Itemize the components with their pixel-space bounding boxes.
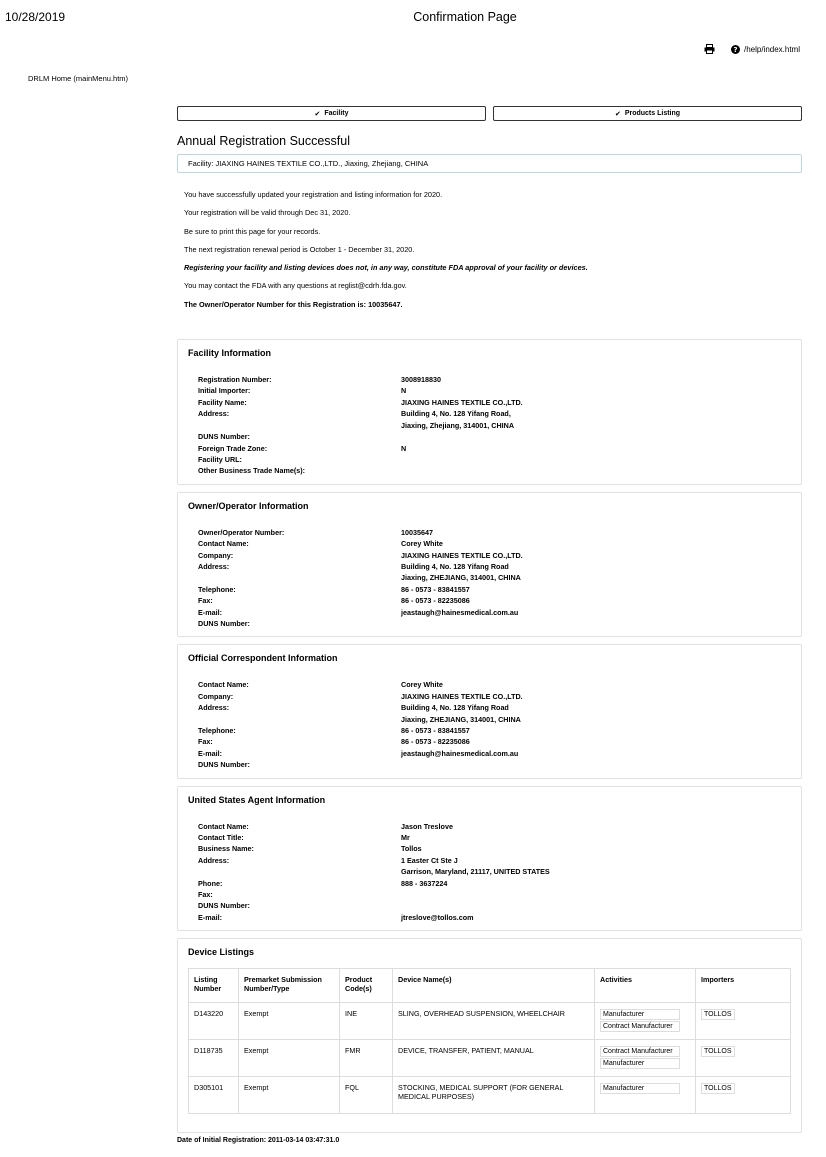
device-name-cell: SLING, OVERHEAD SUSPENSION, WHEELCHAIR (393, 1003, 595, 1040)
info-value-line: Building 4, No. 128 Yifang Road, (401, 409, 511, 419)
info-row (198, 691, 791, 702)
info-row (198, 584, 791, 595)
tab-facility-label: Facility (324, 110, 349, 117)
importer-chip: TOLLOS (701, 1083, 735, 1094)
product-code-cell: INE (340, 1003, 393, 1040)
col-device-name: Device Name(s) (393, 969, 595, 1003)
info-value (401, 679, 791, 690)
info-value (401, 397, 791, 408)
info-value (401, 584, 791, 595)
print-icon[interactable] (704, 44, 715, 54)
info-value-line: Corey White (401, 680, 443, 690)
info-label: DUNS Number: (198, 760, 250, 770)
info-label: Registration Number: (198, 375, 272, 385)
info-label: Other Business Trade Name(s): (198, 466, 306, 476)
listing-number-cell: D118735 (189, 1040, 239, 1077)
info-value-line: Tollos (401, 844, 422, 854)
info-value-line: jeastaugh@hainesmedical.com.au (401, 748, 519, 758)
activities-cell (595, 1003, 696, 1040)
info-value (401, 832, 791, 843)
product-code-cell: FQL (340, 1077, 393, 1114)
info-value (401, 691, 791, 702)
us-agent-info-list (188, 821, 791, 924)
info-row (198, 702, 791, 725)
info-row (198, 878, 791, 889)
info-label: DUNS Number: (198, 432, 250, 442)
info-label: Contact Name: (198, 821, 249, 831)
info-value (401, 431, 791, 442)
product-code-cell: FMR (340, 1040, 393, 1077)
message-valid-through: Your registration will be valid through Dec 31, 2020. (184, 208, 351, 218)
us-agent-info-panel (177, 786, 802, 932)
device-listings-panel (177, 938, 802, 1133)
initial-registration-date: Date of Initial Registration: 2011-03-14 03:47:31.0 (177, 1137, 340, 1144)
info-value-line: JIAXING HAINES TEXTILE CO.,LTD. (401, 550, 523, 560)
device-listings-table (188, 968, 791, 1114)
info-row (198, 736, 791, 747)
importers-cell (696, 1040, 791, 1077)
info-label: Contact Title: (198, 833, 244, 843)
panel-title: Device Listings (188, 947, 255, 958)
info-row (198, 561, 791, 584)
info-row (198, 607, 791, 618)
info-value (401, 595, 791, 606)
help-link[interactable]: /help/index.html (743, 44, 800, 54)
info-value-line: JIAXING HAINES TEXTILE CO.,LTD. (401, 691, 523, 701)
info-row (198, 408, 791, 431)
activity-chip: Contract Manufacturer (600, 1021, 680, 1032)
info-value (401, 912, 791, 923)
col-product-code: Product Code(s) (340, 969, 393, 1003)
info-row (198, 538, 791, 549)
check-icon: ✔ (314, 110, 321, 118)
info-value (401, 702, 791, 725)
info-row (198, 465, 791, 476)
info-value-line: Building 4, No. 128 Yifang Road (401, 561, 509, 571)
info-value-line: Jiaxing, ZHEJIANG, 314001, CHINA (401, 714, 521, 724)
info-value-line: 10035647 (401, 527, 433, 537)
info-value (401, 527, 791, 538)
info-value-line: jtreslove@tollos.com (401, 912, 474, 922)
info-row (198, 397, 791, 408)
info-value (401, 843, 791, 854)
info-label: Company: (198, 550, 234, 560)
info-label: Owner/Operator Number: (198, 527, 285, 537)
info-value-line: JIAXING HAINES TEXTILE CO.,LTD. (401, 397, 523, 407)
facility-info-panel (177, 339, 802, 485)
info-label: Business Name: (198, 844, 254, 854)
info-value-line: N (401, 386, 407, 396)
activities-cell (595, 1077, 696, 1114)
info-row (198, 374, 791, 385)
info-row (198, 618, 791, 629)
check-icon: ✔ (614, 110, 621, 118)
activity-chip: Contract Manufacturer (600, 1046, 680, 1057)
activity-chip: Manufacturer (600, 1009, 680, 1020)
info-value-line: Jiaxing, Zhejiang, 314001, CHINA (401, 420, 515, 430)
info-value (401, 736, 791, 747)
tab-facility[interactable] (177, 106, 486, 121)
info-row (198, 725, 791, 736)
table-header-row (189, 969, 791, 1003)
tab-bar (177, 106, 802, 121)
info-label: Address: (198, 409, 230, 419)
info-value-line: 86 - 0573 - 83841557 (401, 726, 470, 736)
message-owner-operator: The Owner/Operator Number for this Registration is: 10035647. (184, 299, 403, 309)
svg-text:?: ? (733, 45, 738, 54)
info-value (401, 725, 791, 736)
owner-info-panel (177, 492, 802, 638)
info-row (198, 385, 791, 396)
table-row (189, 1040, 791, 1077)
info-row (198, 748, 791, 759)
premarket-cell: Exempt (239, 1040, 340, 1077)
info-value (401, 465, 791, 476)
info-row (198, 443, 791, 454)
info-label: Telephone: (198, 584, 236, 594)
premarket-cell: Exempt (239, 1077, 340, 1114)
info-value (401, 900, 791, 911)
importers-cell (696, 1077, 791, 1114)
correspondent-info-list (188, 679, 791, 770)
facility-info-list (188, 374, 791, 477)
tab-products-listing-label: Products Listing (624, 110, 681, 117)
info-value-line: jeastaugh@hainesmedical.com.au (401, 607, 519, 617)
info-value (401, 618, 791, 629)
importer-chip: TOLLOS (701, 1009, 735, 1020)
info-row (198, 843, 791, 854)
success-title: Annual Registration Successful (177, 134, 351, 148)
info-value-line: 888 - 3637224 (401, 878, 448, 888)
info-label: Phone: (198, 878, 223, 888)
activity-chip: Manufacturer (600, 1058, 680, 1069)
activities-cell (595, 1040, 696, 1077)
info-value (401, 385, 791, 396)
info-value (401, 538, 791, 549)
info-value (401, 748, 791, 759)
col-activities: Activities (595, 969, 696, 1003)
info-label: Fax: (198, 737, 213, 747)
info-label: Fax: (198, 890, 213, 900)
info-label: DUNS Number: (198, 901, 250, 911)
info-value (401, 374, 791, 385)
device-name-cell: STOCKING, MEDICAL SUPPORT (FOR GENERAL MEDICAL PURPOSES) (393, 1077, 595, 1114)
info-value-line: 86 - 0573 - 82235086 (401, 596, 470, 606)
info-label: Fax: (198, 596, 213, 606)
panel-title: Official Correspondent Information (188, 653, 338, 664)
activity-chip: Manufacturer (600, 1083, 680, 1094)
device-listings-body (189, 1003, 791, 1114)
info-label: Company: (198, 691, 234, 701)
owner-info-list (188, 527, 791, 630)
info-value (401, 759, 791, 770)
info-label: E-mail: (198, 912, 222, 922)
importer-chip: TOLLOS (701, 1046, 735, 1057)
info-label: Address: (198, 561, 230, 571)
info-value-line: 1 Easter Ct Ste J (401, 855, 458, 865)
info-value (401, 821, 791, 832)
message-disclaimer: Registering your facility and listing devices does not, in any way, constitute FDA approval of your facility or devices. (184, 263, 588, 273)
info-value (401, 878, 791, 889)
info-label: Facility URL: (198, 454, 242, 464)
info-label: E-mail: (198, 607, 222, 617)
table-row (189, 1003, 791, 1040)
info-label: E-mail: (198, 748, 222, 758)
info-label: Contact Name: (198, 680, 249, 690)
info-label: Address: (198, 703, 230, 713)
info-value-line: Garrison, Maryland, 21117, UNITED STATES (401, 867, 550, 877)
message-contact: You may contact the FDA with any questions at reglist@cdrh.fda.gov. (184, 281, 407, 291)
col-importers: Importers (696, 969, 791, 1003)
info-value-line: 86 - 0573 - 82235086 (401, 737, 470, 747)
info-value (401, 607, 791, 618)
info-row (198, 527, 791, 538)
info-row (198, 431, 791, 442)
info-label: Address: (198, 855, 230, 865)
info-value-line: Jason Treslove (401, 821, 453, 831)
info-row (198, 679, 791, 690)
info-value-line: Building 4, No. 128 Yifang Road (401, 703, 509, 713)
info-row (198, 855, 791, 878)
info-value-line: N (401, 443, 407, 453)
col-listing-number: Listing Number (189, 969, 239, 1003)
info-label: Foreign Trade Zone: (198, 443, 268, 453)
panel-title: Owner/Operator Information (188, 500, 309, 511)
correspondent-info-panel (177, 644, 802, 778)
info-row (198, 900, 791, 911)
info-value-line: Mr (401, 833, 410, 843)
page-title: Confirmation Page (413, 10, 517, 24)
message-print: Be sure to print this page for your records. (184, 226, 321, 236)
facility-banner: Facility: JIAXING HAINES TEXTILE CO.,LTD., Jiaxing, Zhejiang, CHINA (177, 154, 802, 173)
info-row (198, 759, 791, 770)
message-updated: You have successfully updated your registration and listing information for 2020. (184, 190, 443, 199)
info-value (401, 550, 791, 561)
panel-title: Facility Information (188, 348, 272, 359)
info-row (198, 832, 791, 843)
info-value (401, 561, 791, 584)
info-value-line: Jiaxing, ZHEJIANG, 314001, CHINA (401, 573, 521, 583)
importers-cell (696, 1003, 791, 1040)
info-value (401, 408, 791, 431)
col-premarket: Premarket Submission Number/Type (239, 969, 340, 1003)
listing-number-cell: D305101 (189, 1077, 239, 1114)
info-value (401, 443, 791, 454)
info-label: Contact Name: (198, 539, 249, 549)
confirmation-messages (177, 191, 802, 309)
premarket-cell: Exempt (239, 1003, 340, 1040)
top-actions (704, 44, 800, 54)
home-link[interactable]: DRLM Home (mainMenu.htm) (28, 74, 129, 83)
info-label: Facility Name: (198, 397, 247, 407)
listing-number-cell: D143220 (189, 1003, 239, 1040)
info-label: Telephone: (198, 726, 236, 736)
info-value (401, 855, 791, 878)
info-value-line: 86 - 0573 - 83841557 (401, 584, 470, 594)
main-content (177, 106, 802, 1140)
info-row (198, 550, 791, 561)
info-row (198, 889, 791, 900)
print-date: 10/28/2019 (5, 10, 66, 24)
info-value (401, 889, 791, 900)
info-value-line: Corey White (401, 539, 443, 549)
info-row (198, 912, 791, 923)
info-row (198, 821, 791, 832)
table-row (189, 1077, 791, 1114)
tab-products-listing[interactable] (493, 106, 802, 121)
device-name-cell: DEVICE, TRANSFER, PATIENT, MANUAL (393, 1040, 595, 1077)
info-value-line: 3008918830 (401, 375, 441, 385)
message-renewal-period: The next registration renewal period is October 1 - December 31, 2020. (184, 244, 415, 254)
info-label: Initial Importer: (198, 386, 251, 396)
help-icon[interactable] (731, 45, 740, 54)
info-label: DUNS Number: (198, 618, 250, 628)
info-value (401, 454, 791, 465)
info-row (198, 454, 791, 465)
info-row (198, 595, 791, 606)
panel-title: United States Agent Information (188, 794, 326, 805)
